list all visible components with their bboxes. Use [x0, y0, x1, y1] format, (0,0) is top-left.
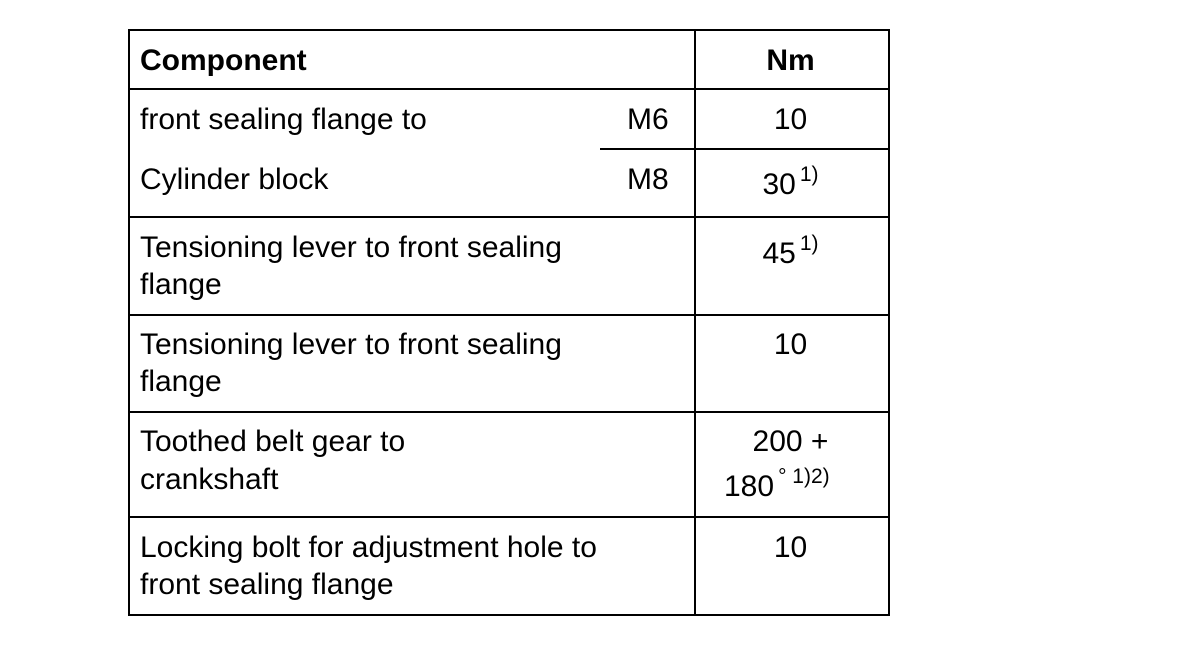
value-text: 180: [724, 470, 775, 503]
value-cell-line: 200 +: [752, 425, 829, 458]
component-cell-line: Tensioning lever to front sealing: [140, 328, 562, 361]
header-component: Component: [140, 44, 307, 77]
value-text: 30: [762, 168, 796, 201]
thread-cell: M8: [627, 163, 669, 196]
component-cell-line: flange: [140, 365, 222, 398]
component-cell: front sealing flange to: [140, 103, 427, 136]
value-text: 45: [762, 237, 796, 270]
value-cell: [694, 232, 887, 275]
value-cell: 10: [773, 531, 808, 564]
thread-divider: [600, 148, 890, 150]
footnote-ref: ° 1)2): [778, 465, 830, 488]
value-cell: 10: [773, 103, 808, 136]
row-divider: [128, 411, 890, 413]
thread-cell: M6: [627, 103, 669, 136]
value-cell: 10: [773, 328, 808, 361]
component-cell-line: flange: [140, 268, 222, 301]
component-cell-line: Locking bolt for adjustment hole to: [140, 531, 597, 564]
row-divider: [128, 88, 890, 90]
component-cell-line: Toothed belt gear to: [140, 425, 406, 458]
header-unit: Nm: [766, 44, 815, 77]
component-cell-line: front sealing flange: [140, 568, 394, 601]
value-cell: [694, 163, 887, 206]
component-cell-line: crankshaft: [140, 463, 279, 496]
row-divider: [128, 314, 890, 316]
row-divider: [128, 516, 890, 518]
component-cell-line: Tensioning lever to front sealing: [140, 231, 562, 264]
footnote-ref: 1): [799, 163, 819, 186]
footnote-ref: 1): [799, 232, 819, 255]
row-divider: [128, 216, 890, 218]
value-cell-line: [724, 465, 830, 508]
component-cell: Cylinder block: [140, 163, 329, 196]
